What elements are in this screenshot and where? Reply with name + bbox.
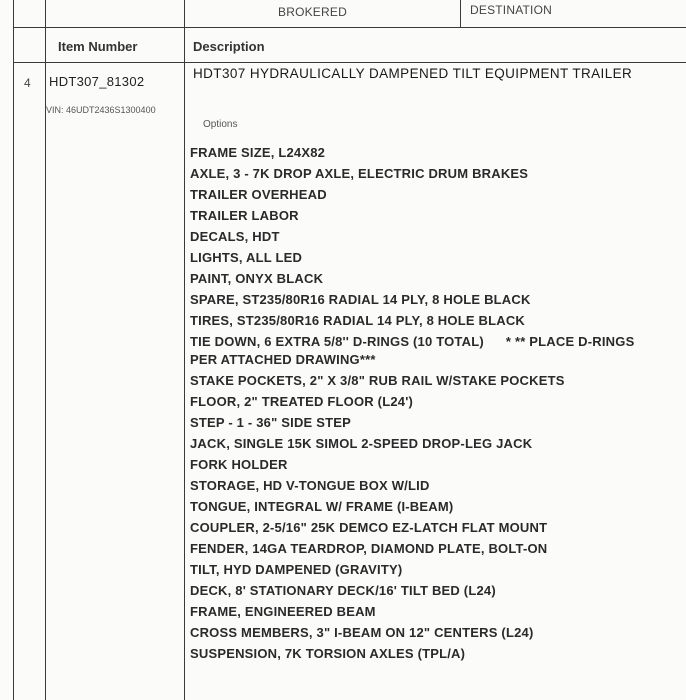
description-column-divider bbox=[184, 0, 185, 700]
option-item: CROSS MEMBERS, 3" I-BEAM ON 12" CENTERS (L24) bbox=[190, 625, 534, 640]
item-number: HDT307_81302 bbox=[49, 74, 145, 89]
option-item: COUPLER, 2-5/16" 25K DEMCO EZ-LATCH FLAT MOUNT bbox=[190, 520, 548, 535]
item-description-title: HDT307 HYDRAULICALLY DAMPENED TILT EQUIPMENT TRAILER bbox=[193, 66, 633, 81]
options-label: Options bbox=[203, 119, 238, 130]
item-number-column-header: Item Number bbox=[58, 39, 138, 54]
option-item: TONGUE, INTEGRAL W/ FRAME (I-BEAM) bbox=[190, 499, 454, 514]
option-item: AXLE, 3 - 7K DROP AXLE, ELECTRIC DRUM BRAKES bbox=[190, 166, 529, 181]
option-item: DECALS, HDT bbox=[190, 229, 280, 244]
top-row-bottom-line bbox=[13, 27, 686, 28]
option-item: STORAGE, HD V-TONGUE BOX W/LID bbox=[190, 478, 430, 493]
description-column-header: Description bbox=[193, 39, 265, 54]
header-divider-destination bbox=[460, 0, 461, 27]
line-number: 4 bbox=[24, 76, 31, 90]
option-item: PER ATTACHED DRAWING*** bbox=[190, 352, 376, 367]
option-item: JACK, SINGLE 15K SIMOL 2-SPEED DROP-LEG JACK bbox=[190, 436, 533, 451]
column-header-bottom-line bbox=[13, 62, 686, 63]
tie-down-note: * ** PLACE D-RINGS bbox=[505, 334, 635, 349]
option-item: FENDER, 14GA TEARDROP, DIAMOND PLATE, BOLT-ON bbox=[190, 541, 548, 556]
vin-number: VIN: 46UDT2436S1300400 bbox=[46, 105, 156, 115]
option-item: FRAME, ENGINEERED BEAM bbox=[190, 604, 376, 619]
brokered-label: BROKERED bbox=[278, 5, 347, 19]
left-border-line bbox=[13, 0, 14, 700]
option-item: SUSPENSION, 7K TORSION AXLES (TPL/A) bbox=[190, 646, 466, 661]
option-item: STEP - 1 - 36" SIDE STEP bbox=[190, 415, 351, 430]
option-item: TIE DOWN, 6 EXTRA 5/8'' D-RINGS (10 TOTAL) * ** PLACE D-RINGS bbox=[190, 334, 635, 349]
option-item: FORK HOLDER bbox=[190, 457, 288, 472]
option-item: PAINT, ONYX BLACK bbox=[190, 271, 324, 286]
option-item: STAKE POCKETS, 2" X 3/8" RUB RAIL W/STAKE POCKETS bbox=[190, 373, 565, 388]
option-item: TRAILER OVERHEAD bbox=[190, 187, 327, 202]
option-item: FRAME SIZE, L24X82 bbox=[190, 145, 326, 160]
options-list bbox=[190, 145, 634, 667]
option-item: TRAILER LABOR bbox=[190, 208, 299, 223]
destination-label: DESTINATION bbox=[470, 3, 552, 17]
option-item: DECK, 8' STATIONARY DECK/16' TILT BED (L24) bbox=[190, 583, 496, 598]
option-item: FLOOR, 2" TREATED FLOOR (L24') bbox=[190, 394, 414, 409]
option-item: LIGHTS, ALL LED bbox=[190, 250, 303, 265]
option-item: TIRES, ST235/80R16 RADIAL 14 PLY, 8 HOLE BLACK bbox=[190, 313, 526, 328]
option-item: TILT, HYD DAMPENED (GRAVITY) bbox=[190, 562, 403, 577]
option-item: SPARE, ST235/80R16 RADIAL 14 PLY, 8 HOLE BLACK bbox=[190, 292, 531, 307]
